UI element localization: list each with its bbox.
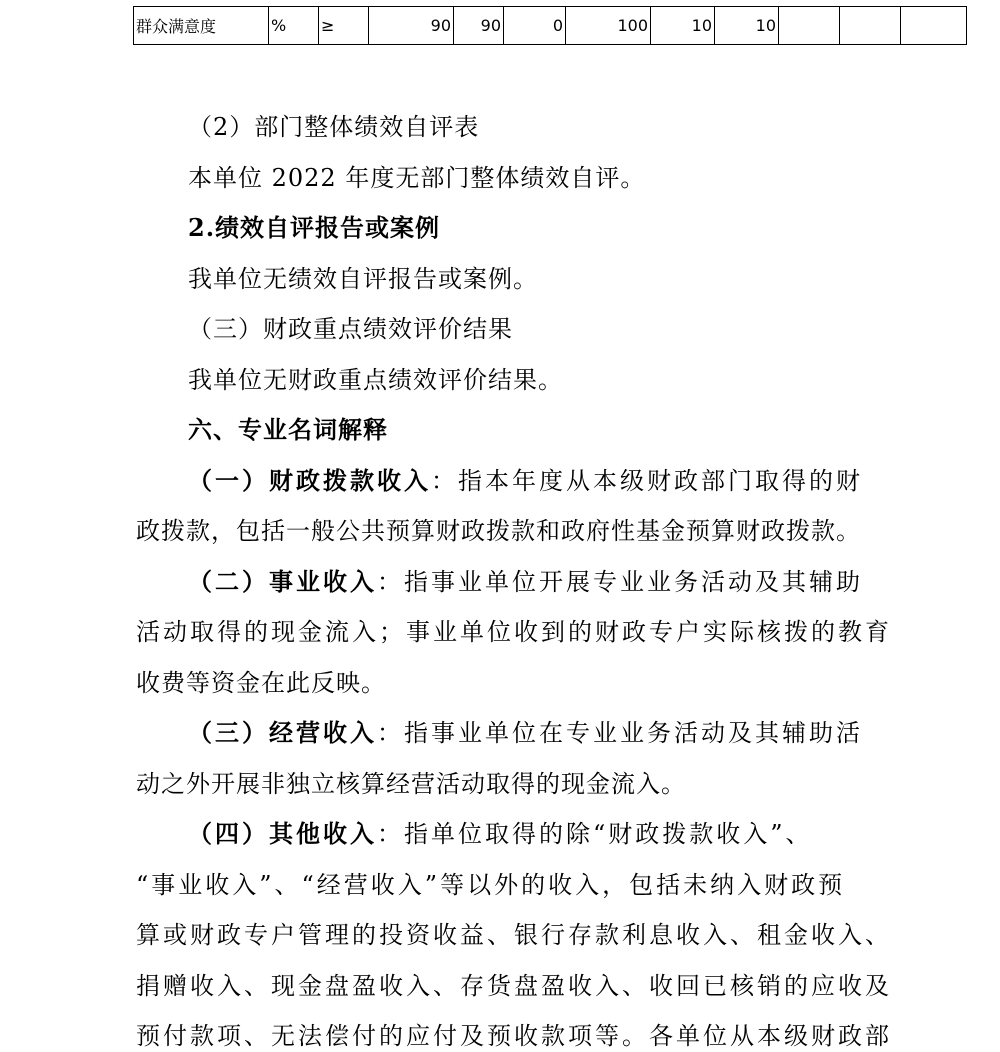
table-row xyxy=(134,7,967,45)
paragraph-line: 捐赠收入、现金盘盈收入、存货盘盈收入、收回已核销的应收及 xyxy=(136,972,892,1000)
paragraph-line: 算或财政专户管理的投资收益、银行存款利息收入、租金收入、 xyxy=(136,921,892,949)
sub-heading-overall-self-eval: （2）部门整体绩效自评表 xyxy=(188,113,480,141)
empty-cell xyxy=(779,7,840,45)
heading-self-eval-report: 2.绩效自评报告或案例 xyxy=(188,213,441,242)
term-definition: ：指本年度从本级财政部门取得的财 xyxy=(431,467,863,495)
term-definition: ：指事业单位开展专业业务活动及其辅助 xyxy=(377,568,863,596)
paragraph-line: 预付款项、无法偿付的应付及预收款项等。各单位从本级财政部 xyxy=(136,1022,892,1050)
sub-heading-key-eval: （三）财政重点绩效评价结果 xyxy=(188,315,513,343)
term-definition: ：指单位取得的除“财政拨款收入”、 xyxy=(377,820,813,848)
performance-table xyxy=(133,6,967,45)
term-label: （一）财政拨款收入 xyxy=(188,466,431,495)
paragraph-line: 政拨款，包括一般公共预算财政拨款和政府性基金预算财政拨款。 xyxy=(136,517,861,545)
actual-value-cell: 90 xyxy=(454,7,504,45)
term-operating-income xyxy=(188,718,863,748)
paragraph-no-key-eval: 我单位无财政重点绩效评价结果。 xyxy=(188,366,563,394)
section-heading-terms: 六、专业名词解释 xyxy=(188,415,388,444)
indicator-cell: 群众满意度 xyxy=(134,7,269,45)
term-financial-appropriation xyxy=(188,466,863,496)
unit-cell: % xyxy=(269,7,319,45)
term-label: （四）其他收入 xyxy=(188,819,377,848)
term-definition: ：指事业单位在专业业务活动及其辅助活 xyxy=(377,719,863,747)
deviation-cell: 0 xyxy=(504,7,566,45)
empty-cell xyxy=(901,7,967,45)
paragraph-line: 收费等资金在此反映。 xyxy=(136,669,386,697)
completion-rate-cell: 100 xyxy=(566,7,651,45)
weight-cell: 10 xyxy=(651,7,715,45)
paragraph-line: 动之外开展非独立核算经营活动取得的现金流入。 xyxy=(136,770,686,798)
term-label: （三）经营收入 xyxy=(188,718,377,747)
year-target-cell: 90 xyxy=(369,7,454,45)
paragraph-line: 活动取得的现金流入；事业单位收到的财政专户实际核拨的教育 xyxy=(136,618,892,646)
score-cell: 10 xyxy=(715,7,779,45)
term-label: （二）事业收入 xyxy=(188,567,377,596)
paragraph-no-overall-eval: 本单位 2022 年度无部门整体绩效自评。 xyxy=(188,164,646,192)
paragraph-line: “事业收入”、“经营收入”等以外的收入，包括未纳入财政预 xyxy=(136,871,846,899)
empty-cell xyxy=(840,7,901,45)
paragraph-no-report: 我单位无绩效自评报告或案例。 xyxy=(188,265,538,293)
term-business-income xyxy=(188,567,863,597)
term-other-income xyxy=(188,819,813,849)
operator-cell: ≥ xyxy=(319,7,369,45)
